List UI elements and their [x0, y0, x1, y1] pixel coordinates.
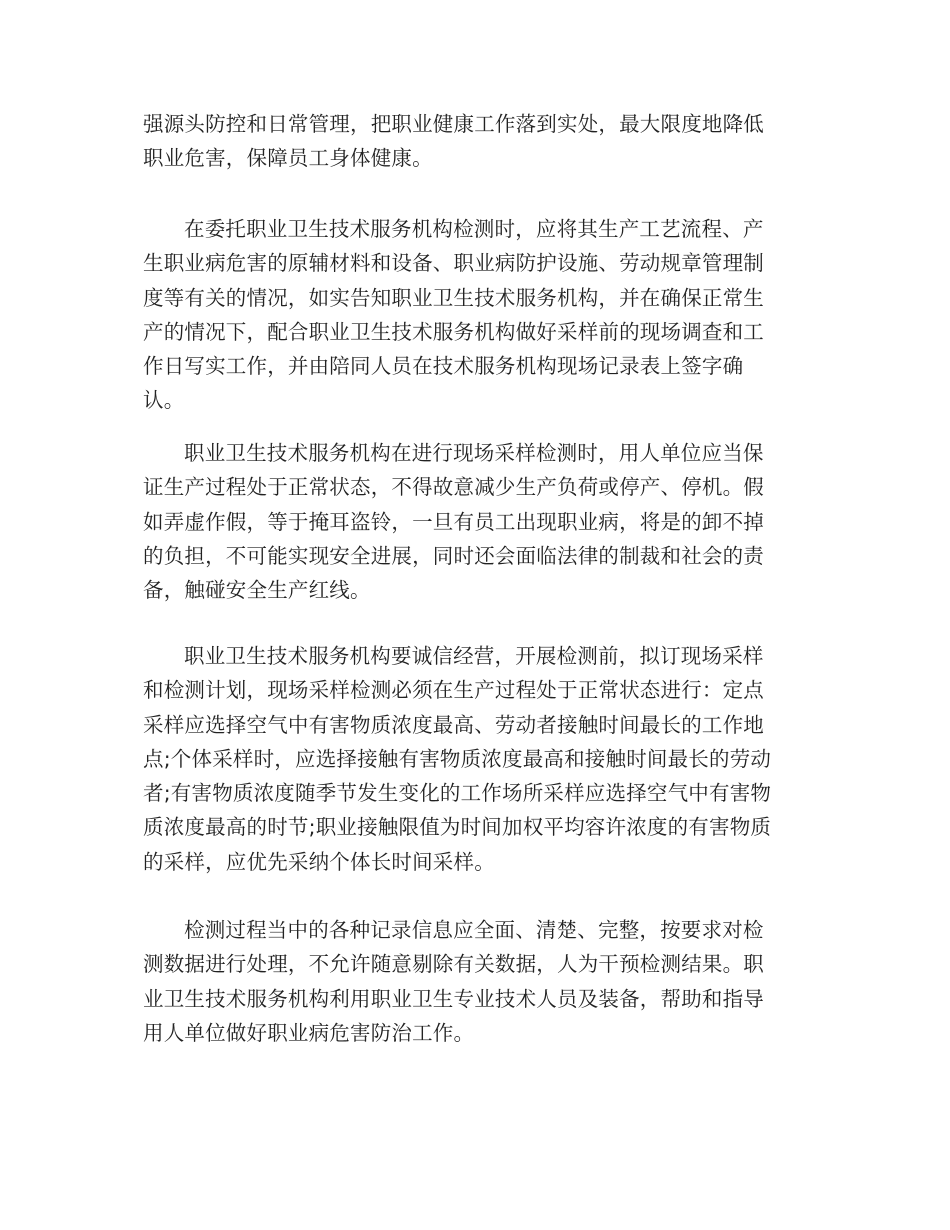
paragraph-line: 备，触碰安全生产红线。: [143, 578, 371, 603]
paragraph-line: 和检测计划，现场采样检测必须在生产过程处于正常状态进行：定点: [143, 678, 764, 703]
paragraph-line: 质浓度最高的时节;职业接触限值为时间加权平均容许浓度的有害物质: [143, 815, 772, 840]
paragraph-4: [143, 639, 813, 879]
paragraph-2: [143, 212, 813, 418]
paragraph-1: [143, 107, 813, 176]
paragraph-line: 者;有害物质浓度随季节发生变化的工作场所采样应选择空气中有害物: [143, 781, 772, 806]
paragraph-line: 采样应选择空气中有害物质浓度最高、劳动者接触时间最长的工作地: [143, 712, 764, 737]
paragraph-line: 强源头防控和日常管理，把职业健康工作落到实处，最大限度地降低: [143, 112, 764, 136]
paragraph-line: 职业卫生技术服务机构在进行现场采样检测时，用人单位应当保: [184, 441, 764, 465]
paragraph-line: 的负担，不可能实现安全进展，同时还会面临法律的制裁和社会的责: [143, 543, 764, 568]
paragraph-line: 作日写实工作，并由陪同人员在技术服务机构现场记录表上签字确: [143, 354, 744, 379]
paragraph-5: [143, 913, 813, 1050]
paragraph-line: 认。: [143, 388, 185, 413]
paragraph-line: 检测过程当中的各种记录信息应全面、清楚、完整，按要求对检: [184, 918, 764, 942]
paragraph-line: 点;个体采样时，应选择接触有害物质浓度最高和接触时间最长的劳动: [143, 746, 772, 771]
paragraph-line: 生职业病危害的原辅材料和设备、职业病防护设施、劳动规章管理制: [143, 251, 764, 276]
paragraph-line: 职业危害，保障员工身体健康。: [143, 146, 433, 171]
paragraph-line: 产的情况下，配合职业卫生技术服务机构做好采样前的现场调查和工: [143, 319, 764, 344]
paragraph-line: 的采样，应优先采纳个体长时间采样。: [143, 849, 495, 874]
paragraph-line: 度等有关的情况，如实告知职业卫生技术服务机构，并在确保正常生: [143, 285, 764, 310]
paragraph-line: 证生产过程处于正常状态，不得故意减少生产负荷或停产、停机。假: [143, 475, 764, 500]
paragraph-line: 职业卫生技术服务机构要诚信经营，开展检测前，拟订现场采样: [184, 644, 764, 668]
paragraph-line: 如弄虚作假，等于掩耳盗铃，一旦有员工出现职业病，将是的卸不掉: [143, 509, 764, 534]
paragraph-line: 用人单位做好职业病危害防治工作。: [143, 1020, 475, 1045]
paragraph-line: 测数据进行处理，不允许随意剔除有关数据，人为干预检测结果。职: [143, 952, 764, 977]
paragraph-line: 业卫生技术服务机构利用职业卫生专业技术人员及装备，帮助和指导: [143, 986, 764, 1011]
paragraph-line: 在委托职业卫生技术服务机构检测时，应将其生产工艺流程、产: [184, 217, 764, 241]
paragraph-3: [143, 436, 813, 607]
